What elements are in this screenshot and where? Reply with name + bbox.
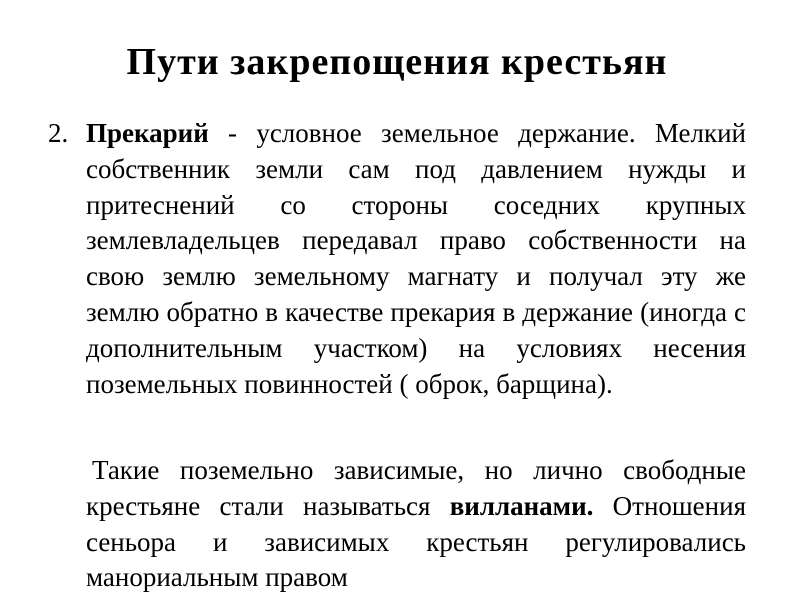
definition-text [86, 116, 746, 402]
paragraph-villeins [86, 453, 746, 595]
definition-item [48, 116, 746, 402]
term-precarium: Прекарий [86, 118, 209, 148]
paragraph2-text-before: Такие поземельно зависимые, но лично свободные крестьяне стали называться [86, 455, 746, 521]
paragraph2-text-after: Отношения сеньора и зависимых крестьян регулировались манориальным правом [86, 490, 746, 593]
slide-title: Пути закрепощения крестьян [126, 41, 668, 83]
term-villeins: вилланами. [449, 490, 594, 521]
definition-rest: - условное земельное держание. Мелкий собственник земли сам под давлением нужды и притеснений со стороны соседних крупных землевладельцев передавал право собственности на свою землю земельному магнату и получал эту же землю обратно в качестве прекария в держание (иногда с дополнительным участком) на условиях несения поземельных повинностей ( оброк, барщина). [86, 118, 746, 399]
item-number: 2. [48, 118, 69, 148]
